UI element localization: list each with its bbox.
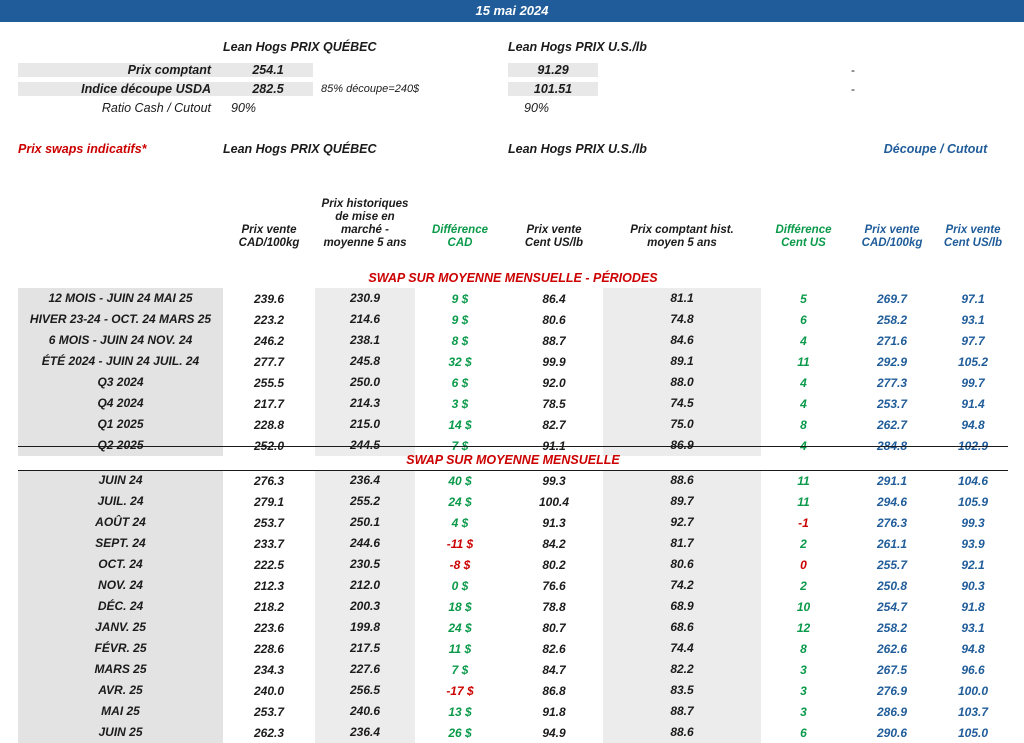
row-label: HIVER 23-24 - OCT. 24 MARS 25 <box>18 309 223 330</box>
cell-difference-cad: 6 $ <box>451 375 469 390</box>
cell-difference-cent-us: 3 <box>800 662 807 677</box>
cell-prix-vente-cad: 233.7 <box>253 536 285 551</box>
cell-difference-cad: 26 $ <box>448 725 472 740</box>
cell-prix-vente-cent-us: 84.7 <box>542 662 566 677</box>
cell-prix-comptant-hist: 74.5 <box>603 393 761 414</box>
ch1-line2: CAD/100kg <box>238 237 300 249</box>
cell-prix-comptant-hist: 88.6 <box>603 722 761 743</box>
cell-difference-cad: 14 $ <box>448 417 472 432</box>
table-row <box>18 393 1008 414</box>
cell-difference-cad: 8 $ <box>451 333 469 348</box>
cell-prix-vente-cad: 223.6 <box>253 620 285 635</box>
cell-prix-vente-cad: 279.1 <box>253 494 285 509</box>
summary-row <box>18 98 1008 117</box>
cell-prix-historiques: 245.8 <box>315 351 415 372</box>
cell-prix-vente-cad: 253.7 <box>253 515 285 530</box>
cell-prix-vente-cad: 212.3 <box>253 578 285 593</box>
row-label: Q1 2025 <box>18 414 223 435</box>
row-label: NOV. 24 <box>18 575 223 596</box>
cell-prix-vente-cad: 223.2 <box>253 312 285 327</box>
cell-difference-cad: 7 $ <box>451 438 469 453</box>
cell-prix-historiques: 230.5 <box>315 554 415 575</box>
summary-row <box>18 60 1008 79</box>
row-label: 6 MOIS - JUIN 24 NOV. 24 <box>18 330 223 351</box>
column-header-prix-vente-cent-us <box>505 224 603 250</box>
cell-cutout-cent-us: 102.9 <box>957 438 989 453</box>
cell-cutout-cent-us: 91.4 <box>961 396 985 411</box>
cell-prix-vente-cent-us: 80.2 <box>542 557 566 572</box>
ch8-line2: Cent US/lb <box>943 237 1003 249</box>
cell-prix-historiques: 214.3 <box>315 393 415 414</box>
ch2-line3: marché - <box>341 224 389 236</box>
cell-prix-vente-cad: 239.6 <box>253 291 285 306</box>
summary-header-row <box>18 40 1008 60</box>
table-row <box>18 330 1008 351</box>
summary-row-note: 85% découpe=240$ <box>321 82 420 95</box>
ch8-line1: Prix vente <box>945 224 1001 236</box>
cell-prix-historiques: 214.6 <box>315 309 415 330</box>
cell-prix-vente-cad: 240.0 <box>253 683 285 698</box>
cell-prix-vente-cad: 228.6 <box>253 641 285 656</box>
cell-prix-vente-cent-us: 76.6 <box>542 578 566 593</box>
summary-header-quebec: Lean Hogs PRIX QUÉBEC <box>223 40 377 54</box>
band-mensuelle <box>18 450 1008 743</box>
table-row <box>18 491 1008 512</box>
cell-prix-vente-cent-us: 99.9 <box>542 354 566 369</box>
band-periodes <box>18 268 1008 456</box>
table-row <box>18 680 1008 701</box>
cell-prix-comptant-hist: 80.6 <box>603 554 761 575</box>
cell-prix-comptant-hist: 89.1 <box>603 351 761 372</box>
cell-cutout-cent-us: 93.1 <box>961 620 985 635</box>
table-row <box>18 309 1008 330</box>
cell-cutout-cad: 261.1 <box>876 536 908 551</box>
section-header <box>18 142 1008 156</box>
cell-prix-historiques: 255.2 <box>315 491 415 512</box>
cell-prix-vente-cent-us: 88.7 <box>542 333 566 348</box>
row-label: FÉVR. 25 <box>18 638 223 659</box>
cell-prix-vente-cent-us: 100.4 <box>538 494 570 509</box>
cell-prix-historiques: 250.0 <box>315 372 415 393</box>
cell-prix-vente-cent-us: 80.7 <box>542 620 566 635</box>
cell-cutout-cad: 254.7 <box>876 599 908 614</box>
column-header-difference-cent-us <box>761 224 846 250</box>
cell-prix-comptant-hist: 68.9 <box>603 596 761 617</box>
cell-cutout-cad: 291.1 <box>876 473 908 488</box>
cell-prix-comptant-hist: 74.4 <box>603 638 761 659</box>
cell-cutout-cent-us: 97.1 <box>961 291 985 306</box>
cell-prix-historiques: 230.9 <box>315 288 415 309</box>
row-label: JUIN 25 <box>18 722 223 743</box>
cell-prix-vente-cad: 218.2 <box>253 599 285 614</box>
cell-prix-vente-cent-us: 86.4 <box>542 291 566 306</box>
cell-prix-historiques: 212.0 <box>315 575 415 596</box>
cell-prix-comptant-hist: 84.6 <box>603 330 761 351</box>
cell-cutout-cent-us: 103.7 <box>957 704 989 719</box>
cell-difference-cent-us: 11 <box>797 494 810 509</box>
table-row <box>18 722 1008 743</box>
cell-cutout-cent-us: 91.8 <box>961 599 985 614</box>
column-header-prix-historiques <box>315 198 415 250</box>
ch6-line2: Cent US <box>781 237 826 249</box>
cell-difference-cad: 9 $ <box>451 291 469 306</box>
summary-header-blank <box>18 40 223 60</box>
row-label: ÉTÉ 2024 - JUIN 24 JUIL. 24 <box>18 351 223 372</box>
cell-difference-cad: 7 $ <box>451 662 469 677</box>
cell-difference-cad: -17 $ <box>446 683 474 698</box>
cell-cutout-cad: 267.5 <box>876 662 908 677</box>
cell-cutout-cad: 271.6 <box>876 333 908 348</box>
summary-row-quebec: 282.5 <box>223 82 313 96</box>
cell-difference-cent-us: 2 <box>800 578 807 593</box>
column-header-cutout-cent-us <box>938 224 1008 250</box>
row-label: 12 MOIS - JUIN 24 MAI 25 <box>18 288 223 309</box>
row-label: AOÛT 24 <box>18 512 223 533</box>
cell-difference-cent-us: 8 <box>800 417 807 432</box>
ch4-line2: Cent US/lb <box>524 237 584 249</box>
cell-cutout-cad: 294.6 <box>876 494 908 509</box>
row-label: JUIL. 24 <box>18 491 223 512</box>
cell-cutout-cad: 258.2 <box>876 620 908 635</box>
cell-difference-cent-us: 8 <box>800 641 807 656</box>
cell-difference-cent-us: 4 <box>800 396 807 411</box>
cell-prix-comptant-hist: 81.1 <box>603 288 761 309</box>
cell-prix-comptant-hist: 92.7 <box>603 512 761 533</box>
cell-prix-vente-cent-us: 92.0 <box>542 375 566 390</box>
cell-prix-comptant-hist: 83.5 <box>603 680 761 701</box>
swaps-label: Prix swaps indicatifs* <box>18 142 147 156</box>
cell-prix-historiques: 244.6 <box>315 533 415 554</box>
cell-prix-comptant-hist: 75.0 <box>603 414 761 435</box>
cell-prix-vente-cent-us: 84.2 <box>542 536 566 551</box>
cell-prix-historiques: 199.8 <box>315 617 415 638</box>
row-label: Q3 2024 <box>18 372 223 393</box>
cell-difference-cent-us: -1 <box>798 515 809 530</box>
cell-prix-comptant-hist: 68.6 <box>603 617 761 638</box>
cell-cutout-cad: 269.7 <box>876 291 908 306</box>
cell-prix-comptant-hist: 86.9 <box>603 435 761 456</box>
divider-bottom <box>18 470 1008 471</box>
cell-cutout-cad: 250.8 <box>876 578 908 593</box>
summary-row <box>18 79 1008 98</box>
table-row <box>18 512 1008 533</box>
band-periodes-rows <box>18 288 1008 456</box>
ch7-line2: CAD/100kg <box>861 237 923 249</box>
cell-difference-cent-us: 4 <box>800 333 807 348</box>
cell-prix-vente-cad: 222.5 <box>253 557 285 572</box>
cell-difference-cent-us: 3 <box>800 704 807 719</box>
cell-prix-historiques: 227.6 <box>315 659 415 680</box>
ch2-line1: Prix historiques <box>321 198 409 210</box>
cell-prix-vente-cad: 234.3 <box>253 662 285 677</box>
cell-difference-cad: 9 $ <box>451 312 469 327</box>
cell-difference-cent-us: 3 <box>800 683 807 698</box>
cell-prix-vente-cad: 253.7 <box>253 704 285 719</box>
cell-cutout-cad: 284.8 <box>876 438 908 453</box>
cell-prix-comptant-hist: 74.8 <box>603 309 761 330</box>
cell-difference-cent-us: 6 <box>800 725 807 740</box>
cell-prix-comptant-hist: 81.7 <box>603 533 761 554</box>
cell-difference-cad: 0 $ <box>451 578 469 593</box>
cell-difference-cent-us: 11 <box>797 473 810 488</box>
cell-prix-vente-cad: 276.3 <box>253 473 285 488</box>
cell-prix-historiques: 217.5 <box>315 638 415 659</box>
cell-prix-vente-cad: 262.3 <box>253 725 285 740</box>
cell-difference-cent-us: 10 <box>796 599 811 614</box>
row-label: MARS 25 <box>18 659 223 680</box>
cell-cutout-cad: 290.6 <box>876 725 908 740</box>
cell-cutout-cent-us: 105.2 <box>957 354 989 369</box>
table-row <box>18 596 1008 617</box>
table-row <box>18 575 1008 596</box>
table-row <box>18 659 1008 680</box>
table-row <box>18 372 1008 393</box>
title-bar <box>0 0 1024 24</box>
cell-prix-historiques: 240.6 <box>315 701 415 722</box>
cell-prix-historiques: 200.3 <box>315 596 415 617</box>
cell-prix-comptant-hist: 88.7 <box>603 701 761 722</box>
summary-row-label: Prix comptant <box>18 63 223 77</box>
cell-prix-historiques: 236.4 <box>315 470 415 491</box>
cell-prix-vente-cad: 217.7 <box>253 396 285 411</box>
cell-cutout-cent-us: 100.0 <box>957 683 989 698</box>
cell-prix-vente-cad: 255.5 <box>253 375 285 390</box>
summary-row-us: 90% <box>524 100 550 115</box>
cell-difference-cent-us: 12 <box>796 620 811 635</box>
cell-cutout-cad: 276.9 <box>876 683 908 698</box>
cell-difference-cent-us: 0 <box>800 557 807 572</box>
cell-difference-cent-us: 4 <box>800 438 807 453</box>
cell-difference-cad: 4 $ <box>451 515 469 530</box>
cell-prix-vente-cent-us: 91.1 <box>542 438 566 453</box>
cell-prix-vente-cent-us: 82.7 <box>542 417 566 432</box>
row-label: OCT. 24 <box>18 554 223 575</box>
table-row <box>18 414 1008 435</box>
cell-cutout-cent-us: 99.3 <box>961 515 985 530</box>
cell-prix-vente-cent-us: 94.9 <box>542 725 566 740</box>
summary-block <box>18 40 1008 117</box>
row-label: JANV. 25 <box>18 617 223 638</box>
column-header-cutout-cad <box>846 224 938 250</box>
cell-prix-vente-cent-us: 91.3 <box>542 515 566 530</box>
cell-cutout-cent-us: 94.8 <box>961 417 985 432</box>
cell-cutout-cent-us: 97.7 <box>961 333 985 348</box>
cell-prix-comptant-hist: 74.2 <box>603 575 761 596</box>
band-title: SWAP SUR MOYENNE MENSUELLE <box>406 453 620 467</box>
cell-cutout-cad: 277.3 <box>876 375 908 390</box>
table-row <box>18 288 1008 309</box>
cell-cutout-cad: 258.2 <box>876 312 908 327</box>
summary-row-us: 101.51 <box>508 82 598 96</box>
cell-difference-cad: 24 $ <box>448 620 472 635</box>
ch1-line1: Prix vente <box>241 224 297 236</box>
cell-prix-comptant-hist: 88.6 <box>603 470 761 491</box>
ch3-line2: CAD <box>447 237 473 249</box>
row-label: SEPT. 24 <box>18 533 223 554</box>
summary-row-dash: - <box>851 81 855 96</box>
cell-difference-cad: -11 $ <box>446 536 474 551</box>
cell-prix-vente-cad: 228.8 <box>253 417 285 432</box>
ch2-line2: de mise en <box>335 211 395 223</box>
summary-row-dash: - <box>851 62 855 77</box>
divider-top <box>18 446 1008 447</box>
cell-prix-historiques: 244.5 <box>315 435 415 456</box>
summary-header-us: Lean Hogs PRIX U.S./lb <box>508 40 647 54</box>
cell-prix-historiques: 238.1 <box>315 330 415 351</box>
ch6-line1: Différence <box>775 224 832 236</box>
table-row <box>18 617 1008 638</box>
cell-prix-historiques: 256.5 <box>315 680 415 701</box>
cell-prix-vente-cent-us: 99.3 <box>542 473 566 488</box>
table-row <box>18 701 1008 722</box>
column-header-prix-comptant-hist <box>603 224 761 250</box>
report-date: 15 mai 2024 <box>475 3 549 18</box>
section-cutout-label: Découpe / Cutout <box>883 142 988 156</box>
table-row <box>18 554 1008 575</box>
row-label: MAI 25 <box>18 701 223 722</box>
ch5-line1: Prix comptant hist. <box>630 224 734 236</box>
row-label: AVR. 25 <box>18 680 223 701</box>
cell-cutout-cent-us: 104.6 <box>957 473 989 488</box>
cell-difference-cad: 3 $ <box>451 396 469 411</box>
ch3-line1: Différence <box>431 224 489 236</box>
cell-prix-vente-cent-us: 86.8 <box>542 683 566 698</box>
column-headers <box>18 180 1008 250</box>
cell-difference-cad: 11 $ <box>448 641 472 656</box>
summary-row-label: Ratio Cash / Cutout <box>101 100 211 115</box>
cell-prix-historiques: 215.0 <box>315 414 415 435</box>
table-row <box>18 533 1008 554</box>
cell-cutout-cent-us: 90.3 <box>961 578 985 593</box>
cell-cutout-cad: 286.9 <box>876 704 908 719</box>
ch7-line1: Prix vente <box>864 224 920 236</box>
band-mensuelle-rows <box>18 470 1008 743</box>
cell-prix-vente-cad: 246.2 <box>253 333 285 348</box>
cell-prix-vente-cent-us: 78.5 <box>542 396 566 411</box>
summary-row-label: Indice découpe USDA <box>18 82 223 96</box>
table-row <box>18 638 1008 659</box>
summary-row-quebec: 254.1 <box>223 63 313 77</box>
table-row <box>18 470 1008 491</box>
cell-prix-vente-cent-us: 78.8 <box>542 599 566 614</box>
cell-prix-vente-cad: 277.7 <box>253 354 285 369</box>
cell-cutout-cad: 262.7 <box>876 417 908 432</box>
cell-cutout-cent-us: 105.9 <box>957 494 989 509</box>
row-label: Q4 2024 <box>18 393 223 414</box>
row-label: JUIN 24 <box>18 470 223 491</box>
cell-difference-cad: 40 $ <box>448 473 472 488</box>
cell-prix-historiques: 250.1 <box>315 512 415 533</box>
cell-difference-cad: 13 $ <box>448 704 472 719</box>
cell-cutout-cent-us: 99.7 <box>961 375 985 390</box>
ch2-line4: moyenne 5 ans <box>323 237 407 249</box>
cell-cutout-cent-us: 94.8 <box>961 641 985 656</box>
cell-difference-cent-us: 4 <box>800 375 807 390</box>
ch4-line1: Prix vente <box>526 224 582 236</box>
cell-cutout-cad: 292.9 <box>876 354 908 369</box>
cell-cutout-cent-us: 96.6 <box>961 662 985 677</box>
cell-difference-cad: 24 $ <box>448 494 472 509</box>
cell-cutout-cent-us: 93.9 <box>961 536 985 551</box>
cell-prix-vente-cent-us: 91.8 <box>542 704 566 719</box>
ch5-line2: moyen 5 ans <box>647 237 717 249</box>
cell-cutout-cad: 276.3 <box>876 515 908 530</box>
cell-difference-cad: 32 $ <box>448 354 472 369</box>
summary-row-quebec: 90% <box>231 100 257 115</box>
column-header-prix-vente-cad <box>223 224 315 250</box>
cell-prix-vente-cad: 252.0 <box>253 438 285 453</box>
cell-difference-cent-us: 6 <box>800 312 807 327</box>
cell-prix-vente-cent-us: 82.6 <box>542 641 566 656</box>
cell-cutout-cad: 253.7 <box>876 396 908 411</box>
table-row <box>18 351 1008 372</box>
cell-prix-vente-cent-us: 80.6 <box>542 312 566 327</box>
summary-row-us: 91.29 <box>508 63 598 77</box>
row-label: DÉC. 24 <box>18 596 223 617</box>
cell-difference-cent-us: 5 <box>800 291 807 306</box>
cell-cutout-cad: 262.6 <box>876 641 908 656</box>
section-us-label: Lean Hogs PRIX U.S./lb <box>508 142 647 156</box>
cell-prix-historiques: 236.4 <box>315 722 415 743</box>
cell-prix-comptant-hist: 89.7 <box>603 491 761 512</box>
cell-cutout-cad: 255.7 <box>876 557 908 572</box>
cell-prix-comptant-hist: 88.0 <box>603 372 761 393</box>
cell-difference-cad: 18 $ <box>448 599 472 614</box>
section-quebec-label: Lean Hogs PRIX QUÉBEC <box>223 142 377 156</box>
cell-prix-comptant-hist: 82.2 <box>603 659 761 680</box>
band-title: SWAP SUR MOYENNE MENSUELLE - PÉRIODES <box>368 271 658 285</box>
cell-difference-cent-us: 2 <box>800 536 807 551</box>
row-label: Q2 2025 <box>18 435 223 456</box>
cell-cutout-cent-us: 93.1 <box>961 312 985 327</box>
cell-difference-cad: -8 $ <box>449 557 471 572</box>
cell-cutout-cent-us: 105.0 <box>957 725 989 740</box>
cell-cutout-cent-us: 92.1 <box>961 557 985 572</box>
cell-difference-cent-us: 11 <box>797 354 810 369</box>
column-header-difference-cad <box>415 224 505 250</box>
